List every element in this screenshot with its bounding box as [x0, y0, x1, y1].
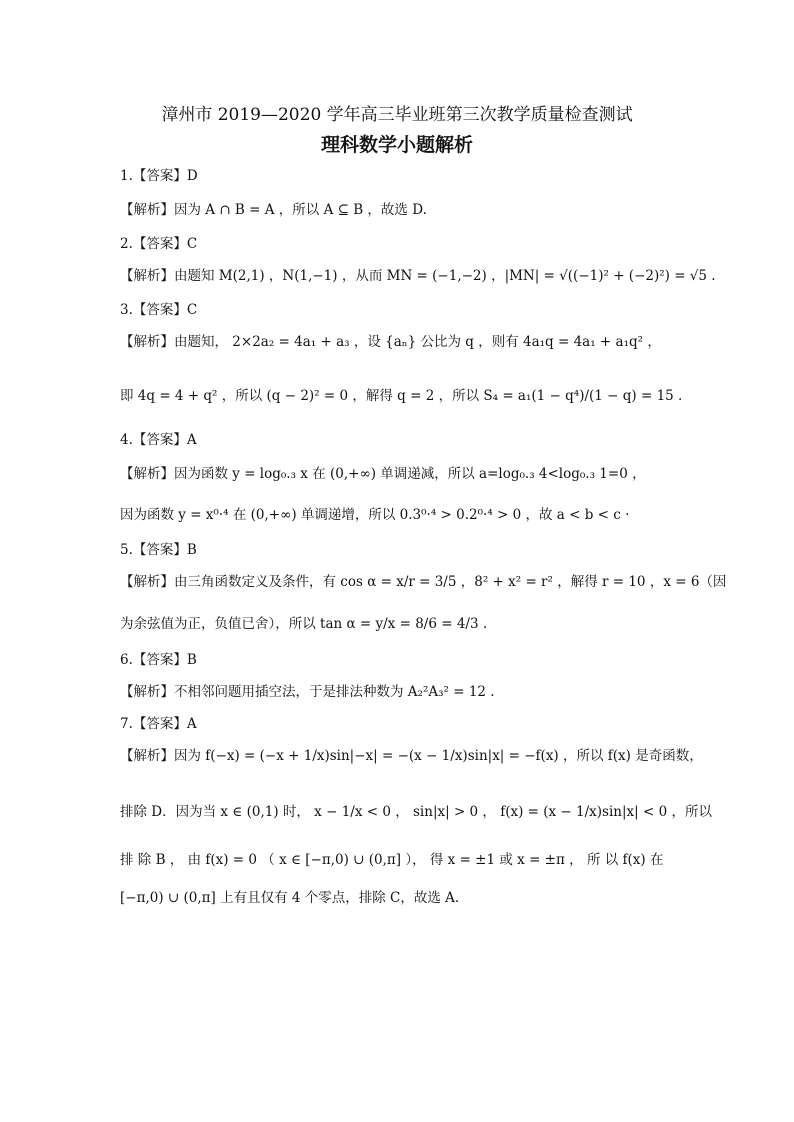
- q3-analysis-line2: 即 4q = 4 + q² ，所以 (q − 2)² = 0 ，解得 q = 2 ，所以 S₄ = a₁(1 − q⁴)/(1 − q) = 15 .: [120, 388, 683, 404]
- q4-answer: 4.【答案】A: [120, 432, 197, 448]
- document-title: 漳州市 2019—2020 学年高三毕业班第三次教学质量检查测试: [161, 105, 633, 125]
- q7-analysis-line2: 排除 D．因为当 x ∈ (0,1) 时， x − 1/x < 0 ， sin|x| > 0 ， f(x) = (x − 1/x)sin|x| < 0 ，所以: [120, 804, 712, 820]
- q3-analysis-line1: 【解析】由题知， 2×2a₂ = 4a₁ + a₃ ，设 {aₙ} 公比为 q ，则有 4a₁q = 4a₁ + a₁q² ，: [120, 334, 661, 350]
- q4-analysis-line2: 因为函数 y = x⁰·⁴ 在 (0,+∞) 单调递增，所以 0.3⁰·⁴ > 0.2⁰·⁴ > 0 ，故 a < b < c ·: [120, 507, 630, 523]
- q7-analysis-line4: [−π,0) ∪ (0,π] 上有且仅有 4 个零点，排除 C，故选 A.: [120, 890, 460, 906]
- q3-answer: 3.【答案】C: [120, 302, 198, 318]
- document-subtitle: 理科数学小题解析: [320, 134, 473, 156]
- q5-answer: 5.【答案】B: [120, 542, 197, 558]
- q4-analysis-line1: 【解析】因为函数 y = log₀.₃ x 在 (0,+∞) 单调递减，所以 a=log₀.₃ 4<log₀.₃ 1=0 ，: [120, 466, 646, 482]
- q5-analysis-line2: 为余弦值为正，负值已舍），所以 tan α = y/x = 8/6 = 4/3 .: [120, 616, 488, 632]
- q6-analysis: 【解析】不相邻问题用插空法，于是排法种数为 A₂²A₃² = 12 .: [120, 684, 495, 700]
- q2-analysis: 【解析】由题知 M(2,1) ，N(1,−1) ，从而 MN = (−1,−2) ，|MN| = √((−1)² + (−2)²) = √5 .: [120, 268, 716, 284]
- q7-analysis-line1: 【解析】因为 f(−x) = (−x + 1/x)sin|−x| = −(x − 1/x)sin|x| = −f(x) ，所以 f(x) 是奇函数，: [120, 748, 703, 764]
- q5-analysis-line1: 【解析】由三角函数定义及条件，有 cos α = x/r = 3/5 ，8² + x² = r² ，解得 r = 10 ，x = 6（因: [120, 574, 727, 590]
- q7-answer: 7.【答案】A: [120, 716, 197, 732]
- q2-answer: 2.【答案】C: [120, 236, 198, 252]
- q1-answer: 1.【答案】D: [120, 168, 198, 184]
- q7-analysis-line3: 排 除 B ， 由 f(x) = 0 （ x ∈ [−π,0) ∪ (0,π] ）， 得 x = ±1 或 x = ±π ， 所 以 f(x) 在: [120, 852, 664, 868]
- q1-analysis: 【解析】因为 A ∩ B = A ，所以 A ⊆ B ，故选 D.: [120, 202, 427, 218]
- q6-answer: 6.【答案】B: [120, 652, 197, 668]
